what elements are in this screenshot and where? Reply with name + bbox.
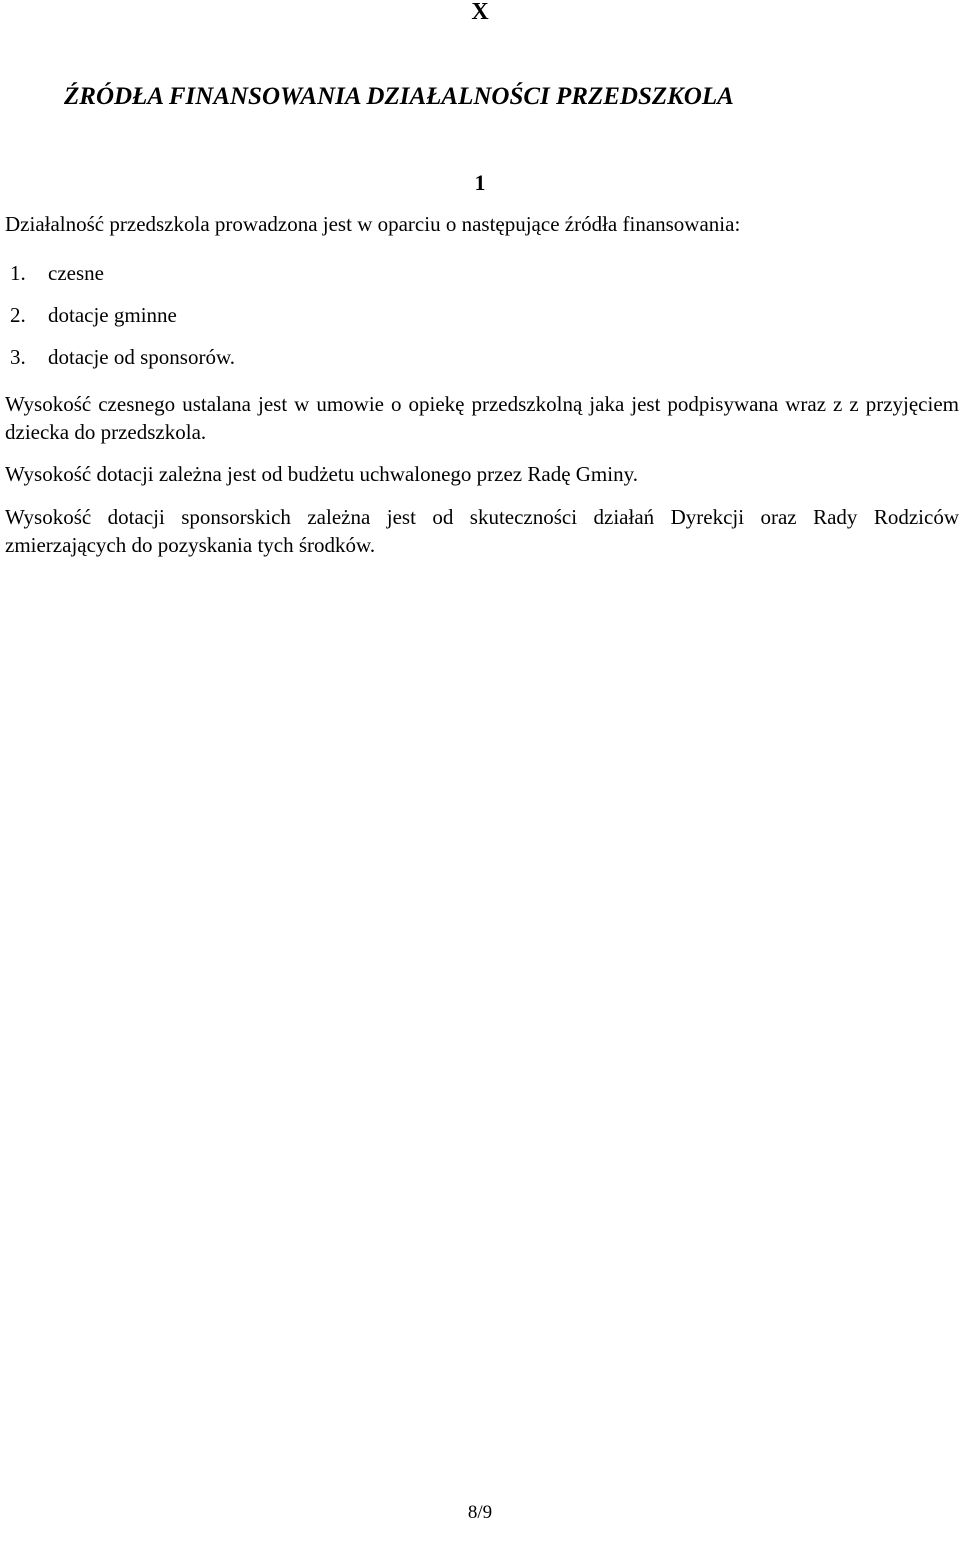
- list-item: [10, 336, 235, 378]
- list-item-number: 3.: [10, 345, 26, 369]
- list-item-number: 1.: [10, 261, 26, 285]
- page-number: 8/9: [467, 1502, 493, 1523]
- paragraph-tuition: Wysokość czesnego ustalana jest w umowie o opiekę przedszkolną jaka jest podpisywana wraz z z przyjęciem dziecka do przedszkola.: [5, 392, 959, 444]
- document-title: ŹRÓDŁA FINANSOWANIA DZIAŁALNOŚCI PRZEDSZKOLA: [64, 83, 734, 110]
- section-number: 1: [474, 170, 486, 195]
- paragraph-sponsor-grants: Wysokość dotacji sponsorskich zależna jest od skuteczności działań Dyrekcji oraz Rady Rodziców zmierzających do pozyskania tych środków.: [5, 505, 959, 557]
- funding-sources-list: [10, 252, 235, 378]
- list-item: [10, 294, 235, 336]
- intro-paragraph: Działalność przedszkola prowadzona jest w oparciu o następujące źródła finansowania:: [5, 212, 741, 236]
- paragraph-municipal-grants: Wysokość dotacji zależna jest od budżetu uchwalonego przez Radę Gminy.: [5, 462, 638, 486]
- list-item-text: czesne: [48, 261, 104, 285]
- list-item: [10, 252, 235, 294]
- list-item-text: dotacje od sponsorów.: [48, 345, 236, 369]
- chapter-marker: X: [471, 0, 489, 25]
- list-item-text: dotacje gminne: [48, 303, 177, 327]
- list-item-number: 2.: [10, 303, 26, 327]
